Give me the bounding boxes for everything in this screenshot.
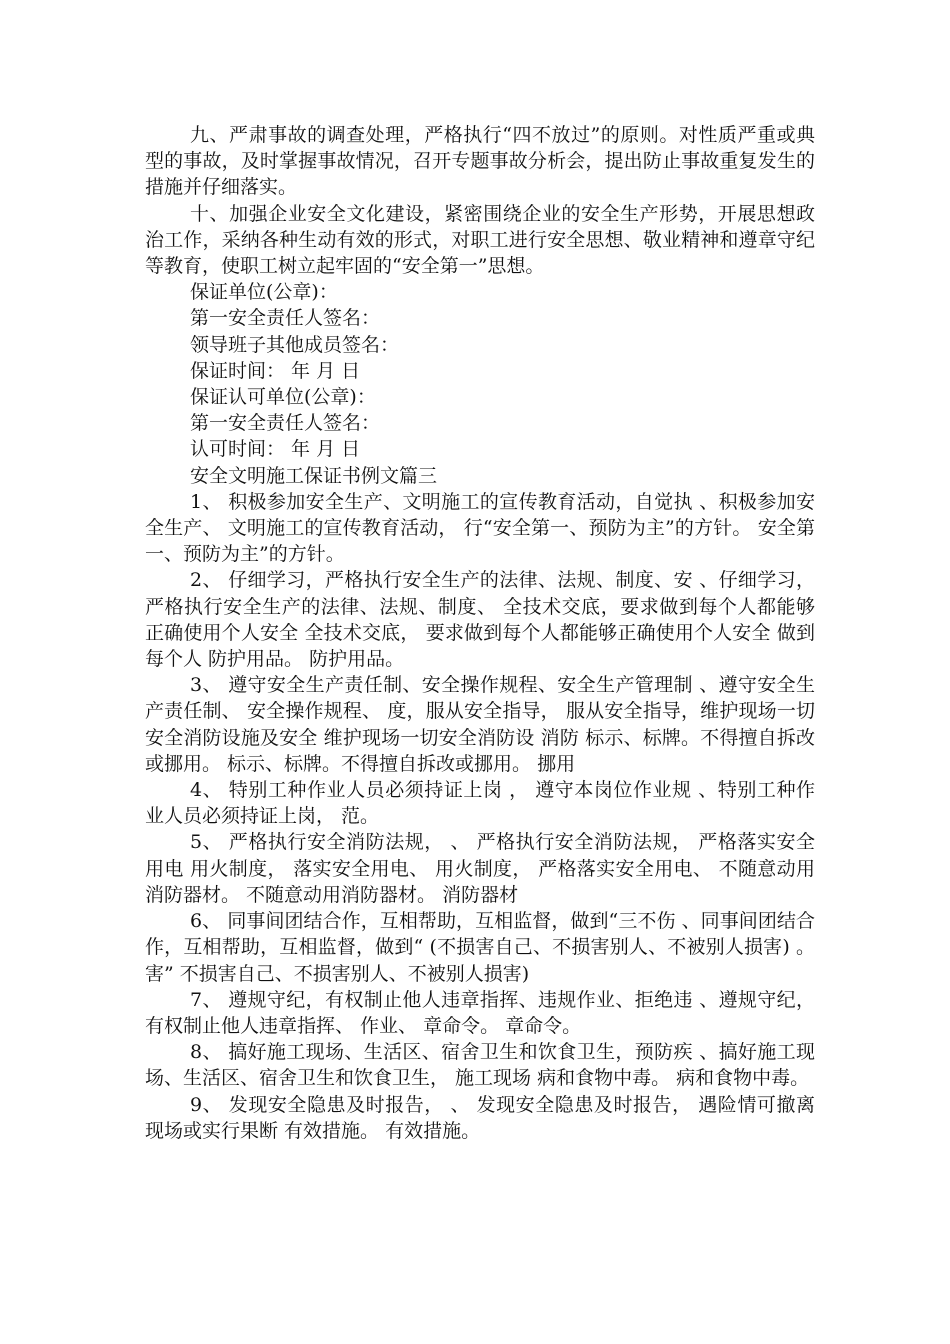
list-item-2: 2、 仔细学习，严格执行安全生产的法律、法规、制度、安 、仔细学习，严格执行安全生产的法律、法规、制度、 全技术交底，要求做到每个人都能够正确使用个人安全 全技术交底， 要求做到每个人都能够正确使用个人安全 做到每个人 防护用品。 防护用品。 (145, 569, 815, 671)
list-item-7: 7、 遵规守纪，有权制止他人违章指挥、违规作业、拒绝违 、遵规守纪，有权制止他人违章指挥、 作业、 章命令。 章命令。 (145, 988, 815, 1037)
list-item-9: 9、 发现安全隐患及时报告， 、 发现安全隐患及时报告， 遇险情可撤离现场或实行果断 有效措施。 有效措施。 (145, 1093, 815, 1142)
approval-responsible-signature: 第一安全责任人签名： (190, 412, 381, 435)
list-item-8: 8、 搞好施工现场、生活区、宿舍卫生和饮食卫生，预防疾 、搞好施工现场、生活区、宿舍卫生和饮食卫生， 施工现场 病和食物中毒。 病和食物中毒。 (145, 1041, 815, 1090)
guarantee-date: 保证时间： 年 月 日 (190, 359, 361, 382)
leadership-members-signature: 领导班子其他成员签名： (190, 333, 400, 356)
list-item-4: 4、 特别工种作业人员必须持证上岗 ， 遵守本岗位作业规 、特别工种作业人员必须持证上岗， 范。 (145, 779, 815, 828)
guarantee-unit-seal: 保证单位(公章)： (190, 281, 338, 304)
document-body (145, 122, 815, 1144)
section-title: 安全文明施工保证书例文篇三 (190, 464, 438, 487)
list-item-5: 5、 严格执行安全消防法规， 、 严格执行安全消防法规， 严格落实安全用电 用火制度， 落实安全用电、 用火制度， 严格落实安全用电、 不随意动用消防器材。 不随意动用消防器材。 消防器材 (145, 831, 815, 906)
paragraph-item-9: 九、严肃事故的调查处理，严格执行“四不放过”的原则。对性质严重或典型的事故，及时掌握事故情况，召开专题事故分析会，提出防止事故重复发生的措施并仔细落实。 (145, 124, 815, 199)
first-responsible-signature: 第一安全责任人签名： (190, 307, 381, 330)
approval-unit-seal: 保证认可单位(公章)： (190, 386, 376, 409)
list-item-3: 3、 遵守安全生产责任制、安全操作规程、安全生产管理制 、遵守安全生产责任制、 安全操作规程、 度，服从安全指导， 服从安全指导，维护现场一切安全消防设施及安全 维护现场一切安全消防设 消防 标示、标牌。不得擅自拆改或挪用。 标示、标牌。不得擅自拆改或挪用。 挪用 (145, 674, 815, 775)
approval-date: 认可时间： 年 月 日 (190, 438, 361, 461)
list-item-1: 1、 积极参加安全生产、文明施工的宣传教育活动，自觉执 、积极参加安全生产、 文明施工的宣传教育活动， 行“安全第一、预防为主”的方针。 安全第一、预防为主”的方针。 (145, 490, 815, 566)
list-item-6: 6、 同事间团结合作，互相帮助，互相监督，做到“三不伤 、同事间团结合作，互相帮助，互相监督，做到“ (不损害自己、不损害别人、不被别人损害) 。 害” 不损害自己、不损害别人、不被别人损害) (145, 910, 815, 985)
paragraph-item-10: 十、加强企业安全文化建设，紧密围绕企业的安全生产形势，开展思想政治工作，采纳各种生动有效的形式，对职工进行安全思想、敬业精神和遵章守纪等教育，使职工树立起牢固的“安全第一”思想。 (145, 202, 815, 278)
